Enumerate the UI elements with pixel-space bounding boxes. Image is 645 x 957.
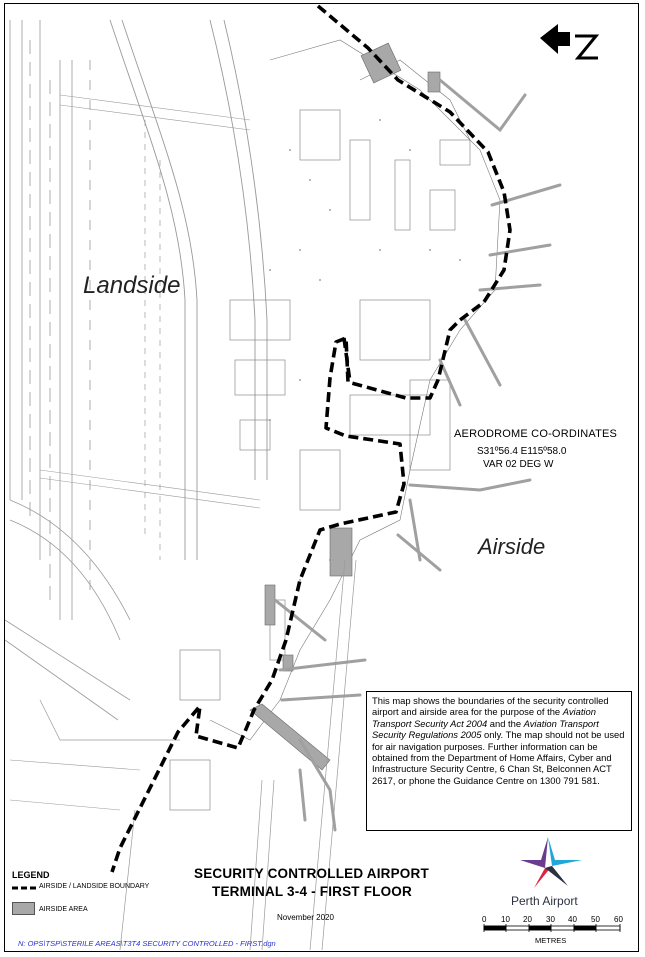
map-date: November 2020	[277, 913, 334, 922]
info-regulations: Aviation Transport Security Regulations 2005	[372, 717, 599, 741]
legend-airside-swatch	[12, 902, 35, 915]
scale-tick: 40	[568, 915, 577, 924]
airside-label: Airside	[478, 534, 546, 559]
logo-text: Perth Airport	[511, 894, 578, 908]
legend-title: LEGEND	[12, 870, 50, 880]
scale-tick: 30	[546, 915, 555, 924]
info-text-2: and the	[487, 717, 524, 729]
map-title-line1: SECURITY CONTROLLED AIRPORT	[194, 866, 429, 881]
aerodrome-latlon: S31º56.4 E115º58.0	[477, 446, 567, 457]
scale-tick: 20	[523, 915, 532, 924]
info-text-1: This map shows the boundaries of the security controlled airport and airside area for the purpose of the	[372, 695, 609, 718]
scale-tick: 60	[614, 915, 623, 924]
file-path: N: OPS\TSP\STERILE AREAS\T3T4 SECURITY CONTROLLED - FIRST.dgn	[18, 939, 276, 948]
info-box	[366, 691, 632, 831]
scale-tick: 50	[591, 915, 600, 924]
map-title-line2: TERMINAL 3-4 - FIRST FLOOR	[212, 884, 412, 899]
legend-boundary-label: AIRSIDE / LANDSIDE BOUNDARY	[39, 883, 150, 890]
scale-tick: 0	[482, 915, 487, 924]
legend-area-label: AIRSIDE AREA	[39, 906, 88, 913]
info-text-3: only. The map should not be used for air navigation purposes. Further information can be obtained from the Department of Home Affairs, Cyber and Infrastructure Security Centre, 6 Chan St, Belconnen ACT 2617, or phone the Guidance Centre on 1300 791 581.	[372, 729, 625, 786]
aerodrome-variation: VAR 02 DEG W	[483, 459, 554, 470]
landside-label: Landside	[83, 272, 181, 299]
scale-unit: METRES	[535, 936, 567, 945]
aerodrome-coordinates-title: AERODROME CO-ORDINATES	[454, 428, 618, 440]
info-act: Aviation Transport Security Act 2004	[372, 706, 596, 729]
scale-tick: 10	[501, 915, 510, 924]
